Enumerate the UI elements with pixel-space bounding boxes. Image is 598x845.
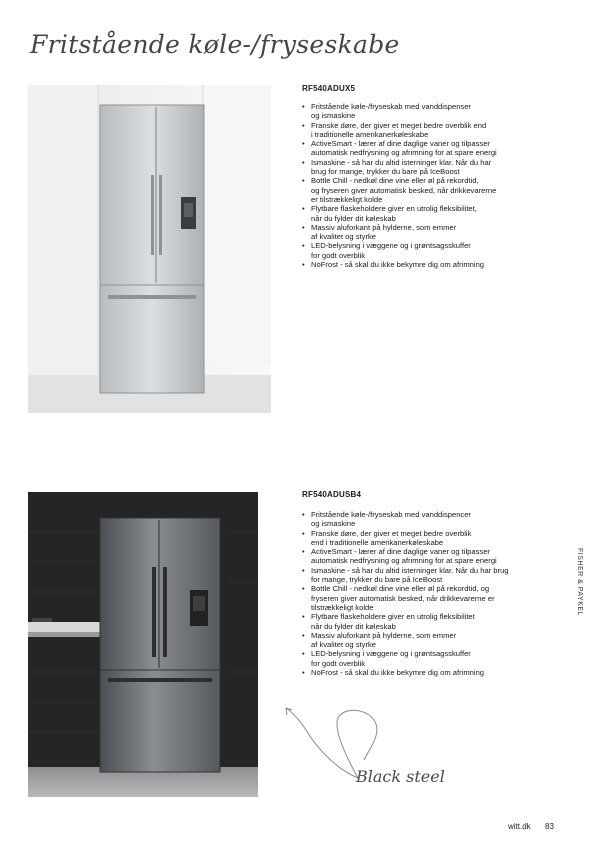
brand-label: FISHER & PAYKEL	[576, 548, 583, 616]
fridge-illustration-black-steel	[28, 492, 258, 797]
feature-item: • Fritstående køle-/fryseskab med vanddispencer og ismaskine	[302, 510, 532, 529]
page-number: 83	[545, 822, 554, 831]
feature-item: • Fritstående køle-/fryseskab med vanddispenser og ismaskine	[302, 102, 532, 121]
feature-item: • Bottle Chill - nedkøl dine vine eller øl på rekordtid, og fryseren giver automatisk besked, når drikkevarerne er tilstrækkeligt kolde	[302, 584, 532, 612]
feature-list	[302, 510, 532, 677]
feature-list	[302, 102, 532, 269]
feature-item: • NoFrost - så skal du ikke bekymre dig om afrimning	[302, 668, 532, 677]
product-image-black-steel	[28, 492, 258, 797]
feature-item: • LED-belysning i væggene og i grøntsagsskuffer for godt overblik	[302, 649, 532, 668]
feature-item: • NoFrost - så skal du ikke bekymre dig om afrimning	[302, 260, 532, 269]
feature-item: • Flytbare flaskeholdere giver en utrolig fleksibilitet, når du fylder dit køleskab	[302, 204, 532, 223]
finish-caption: Black steel	[356, 767, 445, 786]
feature-item: • Ismaskine - så har du altid isterninger klar. Når du har brug for mange, trykker du bare på IceBoost	[302, 158, 532, 177]
feature-item: • Franske døre, der giver et meget bedre overblik end i traditionelle amerikanerkøleskabe	[302, 529, 532, 548]
feature-item: • Franske døre, der giver et meget bedre overblik end i traditionelle amerikanerkøleskabe	[302, 121, 532, 140]
feature-item: • Massiv aluforkant på hylderne, som emmer af kvalitet og styrke	[302, 631, 532, 650]
feature-item: • ActiveSmart - lærer af dine daglige vaner og tilpasser automatisk nedfrysning og afrimning for at spare energi	[302, 547, 532, 566]
feature-item: • ActiveSmart - lærer af dine daglige vaner og tilpasser automatisk nedfrysning og afrimning for at spare energi	[302, 139, 532, 158]
feature-item: • LED-belysning i væggene og i grøntsagsskuffer for godt overblik	[302, 241, 532, 260]
footer-website: witt.dk	[508, 822, 531, 831]
fridge-illustration-stainless	[28, 85, 271, 413]
arrow-icon	[278, 700, 458, 810]
page-title: Fritstående køle-/fryseskabe	[30, 30, 400, 59]
product-model: RF540ADUSB4	[302, 490, 362, 499]
feature-item: • Bottle Chill - nedkøl dine vine eller øl på rekordtid, og fryseren giver automatisk besked, når drikkevarerne er tilstrækkeligt kolde	[302, 176, 532, 204]
product-image-stainless	[28, 85, 271, 413]
feature-item: • Ismaskine - så har du altid isterninger klar. Når du har brug for mange, trykker du bare på IceBoost	[302, 566, 532, 585]
product-model: RF540ADUX5	[302, 84, 356, 93]
feature-item: • Flytbare flaskeholdere giver en utrolig fleksibilitet når du fylder dit køleskab	[302, 612, 532, 631]
feature-item: • Massiv aluforkant på hylderne, som emmer af kvalitet og styrke	[302, 223, 532, 242]
